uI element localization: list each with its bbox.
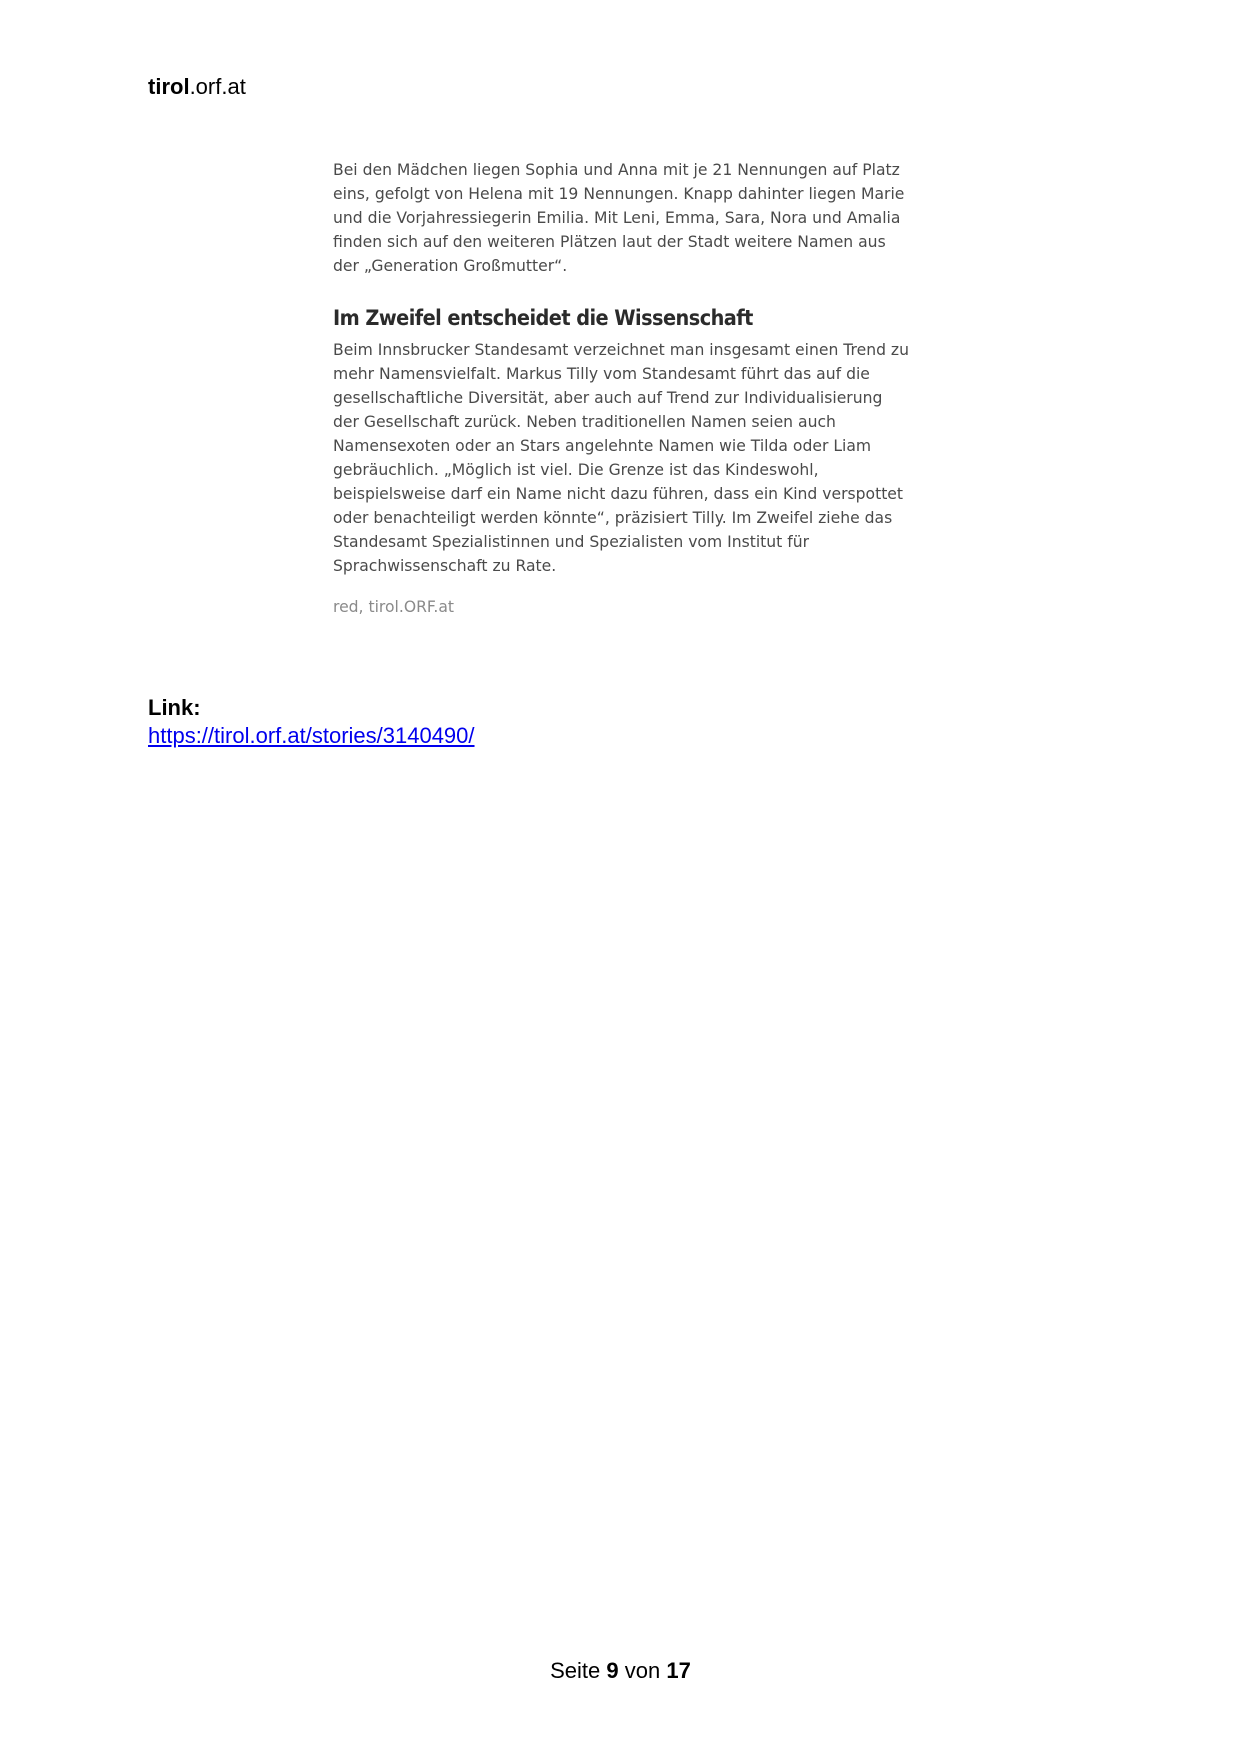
page-footer (0, 1657, 1241, 1685)
article-credit: red, tirol.ORF.at (333, 598, 455, 616)
footer-page-number: 9 (606, 1658, 619, 1683)
link-section (148, 694, 475, 750)
article-paragraph-1: Bei den Mädchen liegen Sophia und Anna mit je 21 Nennungen auf Platz eins, gefolgt von Helena mit 19 Nennungen. Knapp dahinter liegen Marie und die Vorjahressiegerin Emilia. Mit Leni, Emma, Sara, Nora und Amalia finden sich auf den weiteren Plätzen laut der Stadt weitere Namen aus der „Generation Großmutter“. (333, 161, 905, 275)
site-name-bold: tirol (148, 74, 190, 99)
site-name-domain: .orf.at (189, 74, 246, 99)
source-link[interactable]: https://tirol.orf.at/stories/3140490/ (148, 723, 475, 748)
article-paragraph-2: Beim Innsbrucker Standesamt verzeichnet man insgesamt einen Trend zu mehr Namensvielfalt. Markus Tilly vom Standesamt führt das auf die gesellschaftliche Diversität, aber auch auf Trend zur Individualisierung der Gesellschaft zurück. Neben traditionellen Namen seien auch Namensexoten oder an Stars angelehnte Namen wie Tilda oder Liam gebräuchlich. „Möglich ist viel. Die Grenze ist das Kindeswohl, beispielsweise darf ein Name nicht dazu führen, dass ein Kind verspottet oder benachteiligt werden könnte“, präzisiert Tilly. Im Zweifel ziehe das Standesamt Spezialistinnen und Spezialisten vom Institut für Sprachwissenschaft zu Rate. (333, 341, 910, 575)
article-screenshot (333, 158, 913, 619)
article-heading: Im Zweifel entscheidet die Wissenschaft (333, 306, 753, 330)
footer-middle: von (624, 1658, 661, 1683)
link-label: Link: (148, 695, 201, 720)
footer-total-pages: 17 (666, 1658, 691, 1683)
site-header (148, 74, 246, 100)
footer-prefix: Seite (550, 1658, 601, 1683)
